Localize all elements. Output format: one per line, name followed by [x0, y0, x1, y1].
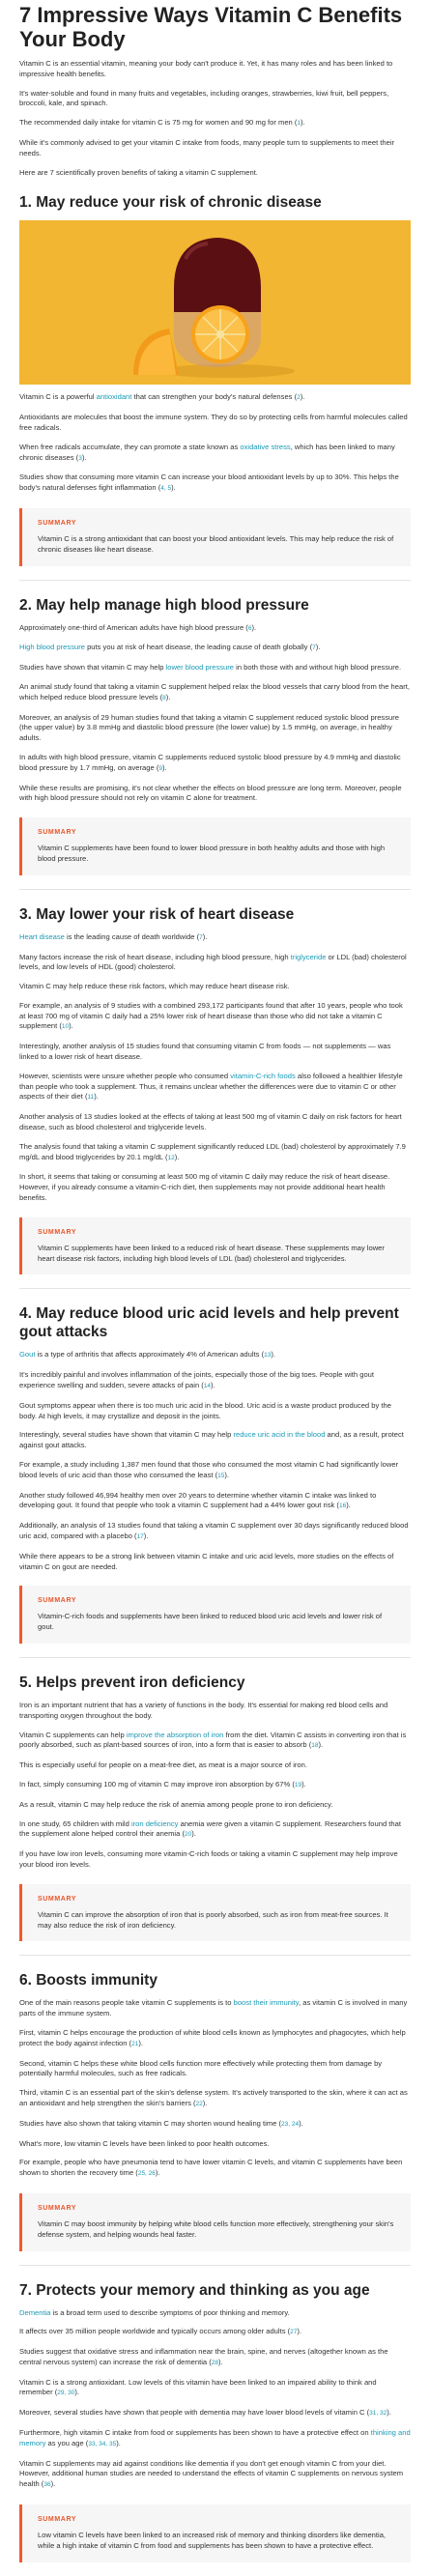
reference-link[interactable]: 1 — [297, 120, 301, 128]
body-paragraph: While these results are promising, it's not clear whether the effects on blood pressure are long term. Moreover, people with high blood pressure should not rely on vitamin C alone for treatment. — [19, 783, 402, 803]
summary-box — [19, 2504, 411, 2562]
body-paragraph: When free radicals accumulate, they can promote a state known as oxidative stress, which has been linked to many chronic diseases (3). — [19, 442, 395, 462]
body-paragraph: Vitamin C may help reduce these risk factors, which may reduce heart disease risk. — [19, 982, 290, 991]
summary-label: SUMMARY — [38, 829, 77, 837]
reference-link[interactable]: 21 — [131, 2040, 139, 2047]
section-heading: 5. Helps prevent iron deficiency — [19, 1674, 245, 1691]
body-paragraph: Furthermore, high vitamin C intake from food or supplements has been shown to have a protective effect on thinking and memory as you age (33, 34, 35). — [19, 2428, 411, 2447]
body-paragraph: Third, vitamin C is an essential part of the skin's defense system. It's actively transported to the skin, where it can act as an antioxidant and help strengthen the skin's barriers (22). — [19, 2088, 408, 2107]
summary-text: Vitamin C supplements have been found to lower blood pressure in both healthy adults and those with high blood pressure. — [38, 844, 386, 863]
summary-text: Low vitamin C levels have been linked to an increased risk of memory and thinking disorders like dementia, while a high intake of vitamin C from food and supplements has been shown to have a protective effect. — [38, 2531, 387, 2550]
body-paragraph: Gout is a type of arthritis that affects approximately 4% of American adults (13). — [19, 1350, 275, 1360]
section-heading: 3. May lower your risk of heart disease — [19, 905, 295, 923]
body-paragraph: Heart disease is the leading cause of death worldwide (7). — [19, 931, 208, 941]
reference-link[interactable]: 2 — [297, 394, 301, 402]
body-paragraph: For example, an analysis of 9 studies with a combined 293,172 participants found that after 10 years, people who took at least 700 mg of vitamin C daily had a 25% lower risk of heart disease than those who did not take a vitamin C supplement (10). — [19, 1000, 403, 1031]
body-paragraph: High blood pressure puts you at risk of heart disease, the leading cause of death globally (7). — [19, 643, 321, 652]
inline-link[interactable]: Heart disease — [19, 931, 65, 941]
summary-label: SUMMARY — [38, 1597, 77, 1605]
summary-label: SUMMARY — [38, 519, 77, 527]
reference-link[interactable]: 11 — [87, 1094, 95, 1102]
body-paragraph: This is especially useful for people on a meat-free diet, as meat is a major source of iron. — [19, 1760, 307, 1770]
reference-link[interactable]: 16 — [338, 1503, 347, 1510]
reference-link[interactable]: 13 — [264, 1352, 272, 1360]
summary-box — [19, 1884, 411, 1942]
summary-text: Vitamin C supplements have been linked to a reduced risk of heart disease. These supplements may lower heart disease risk factors, including high blood levels of LDL (bad) cholesterol and triglycerides. — [38, 1243, 385, 1263]
reference-link[interactable]: 15 — [217, 1472, 225, 1479]
body-paragraph: What's more, low vitamin C levels have been linked to poor health outcomes. — [19, 2138, 270, 2148]
body-paragraph: In short, it seems that taking or consuming at least 500 mg of vitamin C daily may reduce the risk of heart disease. However, if you already consume a vitamin-C-rich diet, then supplements may not provide additional heart health benefits. — [19, 1172, 390, 1203]
body-paragraph: Vitamin C is a powerful antioxidant that can strengthen your body's natural defenses (2). — [19, 392, 305, 402]
body-paragraph: Studies suggest that oxidative stress and inflammation near the brain, spine, and nerves (altogether known as the central nervous system) can increase the risk of dementia (28). — [19, 2347, 388, 2366]
body-paragraph: Vitamin C supplements may aid against conditions like dementia if you don't get enough vitamin C from your diet. However, additional human studies are needed to understand the effects of vitamin C supplements on nervous system health (36). — [19, 2458, 404, 2489]
body-paragraph: Another analysis of 13 studies looked at the effects of taking at least 500 mg of vitamin C daily on risk factors for heart disease, such as blood cholesterol and triglyceride levels. — [19, 1112, 402, 1132]
intro-paragraph: Here are 7 scientifically proven benefits of taking a vitamin C supplement. — [19, 167, 258, 177]
intro-paragraph: While it's commonly advised to get your vitamin C intake from foods, many people turn to supplements to meet their needs. — [19, 137, 395, 157]
body-paragraph: If you have low iron levels, consuming more vitamin-C-rich foods or taking a vitamin C supplement may help improve your blood iron levels. — [19, 1849, 398, 1869]
body-paragraph: In one study, 65 children with mild iron deficiency anemia were given a vitamin C supplement. Researchers found that the supplement alone helped control their anemia (20). — [19, 1818, 401, 1839]
reference-link[interactable]: 28 — [211, 2359, 219, 2366]
summary-label: SUMMARY — [38, 2516, 77, 2524]
body-paragraph: As a result, vitamin C may help reduce the risk of anemia among people prone to iron deficiency. — [19, 1799, 333, 1809]
summary-label: SUMMARY — [38, 2204, 77, 2212]
inline-link[interactable]: boost their immunity — [233, 1998, 299, 2008]
summary-box — [19, 817, 411, 875]
intro-paragraph: Vitamin C is an essential vitamin, meaning your body can't produce it. Yet, it has many roles and has been linked to impressive health benefits. — [19, 59, 393, 78]
inline-link[interactable]: Dementia — [19, 2307, 51, 2317]
body-paragraph: Studies have also shown that taking vitamin C may shorten wound healing time (23, 24). — [19, 2118, 303, 2128]
summary-label: SUMMARY — [38, 1895, 77, 1903]
section-heading: 1. May reduce your risk of chronic disease — [19, 194, 322, 212]
reference-link[interactable]: 31, 32 — [369, 2410, 387, 2418]
body-paragraph: Moreover, several studies have shown that people with dementia may have lower blood levels of vitamin C (31, 32). — [19, 2408, 391, 2418]
inline-link[interactable]: High blood pressure — [19, 643, 85, 652]
body-paragraph: Moreover, an analysis of 29 human studies found that taking a vitamin C supplement reduced systolic blood pressure (the upper value) by 3.8 mmHg and diastolic blood pressure (the lower value) by 1.5 mmHg, on average, in healthy adults. — [19, 712, 399, 743]
inline-link[interactable]: lower blood pressure — [165, 663, 235, 673]
reference-link[interactable]: 29, 30 — [57, 2390, 75, 2397]
inline-link[interactable]: iron deficiency — [130, 1818, 179, 1828]
body-paragraph: The analysis found that taking a vitamin C supplement significantly reduced LDL (bad) cholesterol by approximately 7.9 mg/dL and blood triglycerides by 20.1 mg/dL (12). — [19, 1141, 406, 1161]
inline-link[interactable]: antioxidant — [96, 392, 132, 402]
summary-text: Vitamin-C-rich foods and supplements have been linked to reduced blood uric acid levels and lower risk of gout. — [38, 1612, 383, 1632]
reference-link[interactable]: 10 — [61, 1023, 70, 1031]
section-divider — [19, 1955, 411, 1956]
body-paragraph: For example, a study including 1,387 men found that those who consumed the most vitamin C had significantly lower blood levels of uric acid than those who consumed the least (15). — [19, 1460, 399, 1479]
body-paragraph: For example, people who have pneumonia tend to have lower vitamin C levels, and vitamin C supplements have been shown to shorten the recovery time (25, 26). — [19, 2158, 403, 2178]
summary-text: Vitamin C is a strong antioxidant that can boost your blood antioxidant levels. This may help reduce the risk of chronic diseases like heart disease. — [38, 533, 394, 554]
page-title: 7 Impressive Ways Vitamin C Benefits Your Body — [19, 3, 403, 51]
body-paragraph: Approximately one-third of American adults have high blood pressure (6). — [19, 622, 257, 632]
body-paragraph: Iron is an important nutrient that has a variety of functions in the body. It's essential for making red blood cells and transporting oxygen throughout the body. — [19, 1700, 388, 1720]
reference-link[interactable]: 22 — [195, 2100, 203, 2107]
body-paragraph: In fact, simply consuming 100 mg of vitamin C may improve iron absorption by 67% (19). — [19, 1779, 306, 1789]
hero-image-capsule-orange — [19, 220, 411, 385]
section-divider — [19, 2265, 411, 2266]
body-paragraph: It affects over 35 million people worldwide and typically occurs among older adults (27). — [19, 2327, 302, 2336]
inline-link[interactable]: Gout — [19, 1350, 36, 1360]
inline-link[interactable]: oxidative stress — [240, 442, 291, 451]
body-paragraph: Gout symptoms appear when there is too much uric acid in the blood. Uric acid is a waste product produced by the body. At high levels, it may crystallize and deposit in the joints. — [19, 1400, 391, 1420]
summary-label: SUMMARY — [38, 1228, 77, 1236]
reference-link[interactable]: 8 — [162, 694, 166, 701]
section-heading: 6. Boosts immunity — [19, 1972, 158, 1989]
reference-link[interactable]: 4, 5 — [160, 485, 172, 493]
body-paragraph: Interestingly, several studies have shown that vitamin C may help reduce uric acid in the blood and, as a result, protect against gout attacks. — [19, 1430, 404, 1450]
body-paragraph: Antioxidants are molecules that boost the immune system. They do so by protecting cells from harmful molecules called free radicals. — [19, 413, 408, 432]
summary-box — [19, 508, 411, 566]
body-paragraph: It's incredibly painful and involves inflammation of the joints, especially those of the big toes. People with gout experience swelling and sudden, severe attacks of pain (14). — [19, 1370, 375, 1390]
section-heading: 7. Protects your memory and thinking as you age — [19, 2281, 370, 2299]
section-divider — [19, 889, 411, 890]
reference-link[interactable]: 12 — [167, 1154, 175, 1161]
reference-link[interactable]: 20 — [184, 1831, 192, 1839]
reference-link[interactable]: 6 — [247, 624, 252, 632]
inline-link[interactable]: vitamin-C-rich foods — [230, 1071, 296, 1080]
summary-box — [19, 1586, 411, 1644]
body-paragraph: While there appears to be a strong link between vitamin C intake and uric acid levels, more studies on the effects of vitamin C on gout are needed. — [19, 1551, 394, 1571]
section-divider — [19, 1288, 411, 1289]
summary-box — [19, 2193, 411, 2251]
body-paragraph: One of the main reasons people take vitamin C supplements is to boost their immunity, as vitamin C is involved in many parts of the immune system. — [19, 1998, 408, 2018]
body-paragraph: An animal study found that taking a vitamin C supplement helped relax the blood vessels that carry blood from the heart, which helped reduce blood pressure levels (8). — [19, 681, 410, 701]
reference-link[interactable]: 25, 26 — [137, 2170, 156, 2178]
body-paragraph: In adults with high blood pressure, vitamin C supplements reduced systolic blood pressure by 4.9 mmHg and diastolic blood pressure by 1.7 mmHg, on average (9). — [19, 752, 401, 772]
body-paragraph: However, scientists were unsure whether people who consumed vitamin-C-rich foods also followed a healthier lifestyle than people who took a supplement. Thus, it remains unclear whether the differences were due to vitamin C or other aspects of their diet (11). — [19, 1071, 403, 1102]
intro-paragraph: It's water-soluble and found in many fruits and vegetables, including oranges, strawberries, kiwi fruit, bell peppers, broccoli, kale, and spinach. — [19, 88, 389, 108]
summary-text: Vitamin C may boost immunity by helping white blood cells function more effectively, strengthening your skin's defense system, and helping wounds heal faster. — [38, 2218, 394, 2239]
inline-link[interactable]: thinking and memory — [19, 2428, 411, 2447]
reference-link[interactable]: 7 — [312, 644, 316, 652]
reference-link[interactable]: 33, 34, 35 — [88, 2440, 117, 2447]
reference-link[interactable]: 3 — [78, 454, 82, 462]
body-paragraph: Studies show that consuming more vitamin C can increase your blood antioxidant levels by up to 30%. This helps the body's natural defenses fight inflammation (4, 5). — [19, 472, 399, 493]
intro-paragraph: The recommended daily intake for vitamin C is 75 mg for women and 90 mg for men (1). — [19, 118, 305, 128]
section-divider — [19, 1657, 411, 1658]
reference-link[interactable]: 17 — [136, 1533, 144, 1540]
reference-link[interactable]: 27 — [290, 2329, 298, 2336]
section-divider — [19, 580, 411, 581]
inline-link[interactable]: triglyceride — [290, 952, 327, 961]
reference-link[interactable]: 7 — [199, 933, 203, 941]
body-paragraph: First, vitamin C helps encourage the production of white blood cells known as lymphocytes and phagocytes, which help protect the body against infection (21). — [19, 2027, 406, 2047]
section-heading: 4. May reduce blood uric acid levels and help prevent gout attacks — [19, 1305, 399, 1341]
reference-link[interactable]: 23, 24 — [281, 2120, 300, 2128]
inline-link[interactable]: improve the absorption of iron — [126, 1730, 224, 1739]
reference-link[interactable]: 14 — [203, 1383, 212, 1390]
body-paragraph: Vitamin C is a strong antioxidant. Low levels of this vitamin have been linked to an impaired ability to think and remember (29, 30). — [19, 2377, 377, 2397]
body-paragraph: Additionally, an analysis of 13 studies found that taking a vitamin C supplement over 30 days significantly reduced blood uric acid, compared with a placebo (17). — [19, 1521, 409, 1540]
reference-link[interactable]: 36 — [43, 2481, 51, 2489]
body-paragraph: Dementia is a broad term used to describe symptoms of poor thinking and memory. — [19, 2307, 290, 2317]
body-paragraph: Interestingly, another analysis of 15 studies found that consuming vitamin C from foods — not supplements — was linked to a lower risk of heart disease. — [19, 1042, 391, 1062]
section-heading: 2. May help manage high blood pressure — [19, 596, 309, 614]
summary-box — [19, 1217, 411, 1275]
body-paragraph: Another study followed 46,994 healthy men over 20 years to determine whether vitamin C intake was linked to developing gout. It found that people who took a vitamin C supplement had a 44% lower gout risk (16). — [19, 1490, 377, 1510]
capsule-orange-illustration — [19, 220, 411, 385]
inline-link[interactable]: reduce uric acid in the blood — [233, 1430, 326, 1440]
article — [0, 3, 430, 2562]
body-paragraph: Vitamin C supplements can help improve the absorption of iron from the diet. Vitamin C assists in converting iron that is poorly absorbed, such as plant-based sources of iron, into a form that is easier to absorb (18). — [19, 1730, 407, 1750]
reference-link[interactable]: 18 — [311, 1742, 319, 1750]
reference-link[interactable]: 19 — [294, 1781, 302, 1789]
body-paragraph: Second, vitamin C helps these white blood cells function more effectively while protecting them from damage by potentially harmful molecules, such as free radicals. — [19, 2058, 383, 2078]
reference-link[interactable]: 9 — [158, 764, 162, 772]
body-paragraph: Studies have shown that vitamin C may help lower blood pressure in both those with and without high blood pressure. — [19, 663, 402, 673]
body-paragraph: Many factors increase the risk of heart disease, including high blood pressure, high triglyceride or LDL (bad) cholesterol levels, and low levels of HDL (good) cholesterol. — [19, 952, 407, 972]
summary-text: Vitamin C can improve the absorption of iron that is poorly absorbed, such as iron from meat-free sources. It may also reduce the risk of iron deficiency. — [38, 1909, 388, 1930]
